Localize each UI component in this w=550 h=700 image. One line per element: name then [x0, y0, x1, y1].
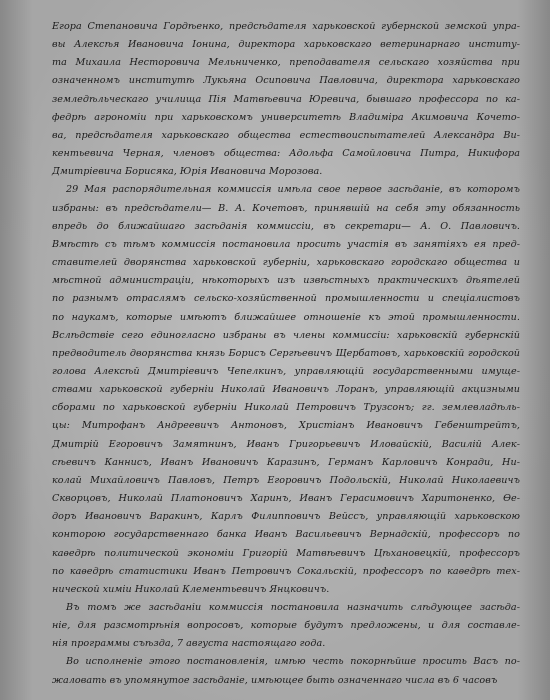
paragraph — [52, 18, 520, 181]
text-line: Вслѣдствіе сего единогласно избраны въ члены коммиссіи: харьковскій губернскій — [52, 329, 520, 341]
text-line: Дмитрій Егоровичъ Замятнинъ, Иванъ Григорьевичъ Иловайскій, Василій Алек- — [52, 438, 520, 450]
text-line: федрѣ агрономіи при харьковскомъ университетѣ Владиміра Акимовича Кочето- — [52, 111, 520, 123]
paragraph — [52, 653, 520, 689]
text-line: нической химіи Николай Клементьевичъ Янцковичъ. — [52, 583, 330, 595]
text-line: Вмѣстѣ съ тѣмъ коммиссія постановила просить участія въ занятіяхъ ея пред- — [52, 238, 520, 250]
paragraph — [52, 181, 520, 599]
text-line: жаловать въ упомянутое засѣданіе, имѣющее быть означеннаго числа въ 6 часовъ — [52, 674, 498, 686]
text-line: вы Алексѣя Ивановича Іонина, директора харьковскаго ветеринарнаго институ- — [52, 39, 520, 51]
text-line: ставителей дворянства харьковской губерніи, харьковскаго городскаго общества и — [52, 257, 520, 269]
text-line: по разнымъ отраслямъ сельско-хозяйственной промышленности и спеціалистовъ — [52, 293, 520, 305]
text-line: та Михаила Несторовича Мельниченко, преподавателя сельскаго хозяйства при — [52, 57, 520, 69]
text-line: земледѣльческаго училища Пія Матвѣевича Юревича, бывшаго профессора по ка- — [52, 93, 520, 105]
text-line: Въ томъ же засѣданіи коммиссія постановила назначить слѣдующее засѣда- — [66, 602, 520, 613]
text-line: означенномъ институтѣ Лукьяна Осиповича Павловича, директора харьковскаго — [52, 75, 520, 87]
text-line: по наукамъ, которые имѣютъ ближайшее отношеніе къ этой промышленности. — [52, 311, 520, 323]
text-line: Дмитріевича Борисяка, Юрія Ивановича Морозова. — [52, 166, 323, 178]
paragraph — [52, 599, 520, 653]
text-line: Скворцовъ, Николай Платоновичъ Харинъ, Иванъ Герасимовичъ Харитоненко, Ѳе- — [52, 493, 520, 505]
text-line: нія программы съѣзда, 7 августа настоящаго года. — [52, 638, 326, 650]
text-line: каѳедрѣ политической экономіи Григорій Матвѣевичъ Цѣхановецкій, профессоръ — [52, 547, 520, 559]
text-line: Егора Степановича Гордѣенко, предсѣдателя харьковской губернской земской упра- — [52, 21, 520, 32]
text-line: доръ Ивановичъ Варакинъ, Карлъ Филипповичъ Вейссъ, управляющій харьковскою — [52, 511, 520, 523]
text-line: по каѳедрѣ статистики Иванъ Петровичъ Сокальскій, профессоръ по каѳедрѣ тех- — [52, 565, 520, 577]
text-line: мѣстной администраціи, нѣкоторыхъ изъ извѣстныхъ практическихъ дѣятелей — [52, 275, 520, 287]
text-line: цы: Митрофанъ Андреевичъ Антоновъ, Христіанъ Ивановичъ Гебенштрейтъ, — [52, 420, 520, 432]
text-line: ніе, для разсмотрѣнія вопросовъ, которые будутъ предложены, и для составле- — [52, 620, 520, 632]
text-line: кентьевича Черная, членовъ общества: Адольфа Самойловича Питра, Никифора — [52, 148, 520, 160]
text-line: ва, предсѣдателя харьковскаго общества естествоиспытателей Александра Ви- — [52, 129, 520, 141]
text-line: впредь до ближайшаго засѣданія коммиссіи, въ секретари— А. О. Павловичъ. — [52, 220, 520, 232]
text-line: сборами по харьковской губерніи Николай Петровичъ Трузсонъ; гг. землевладѣль- — [52, 402, 520, 414]
text-line: конторою государственнаго банка Иванъ Васильевичъ Вернадскій, профессоръ по — [52, 529, 520, 541]
text-line: ствами харьковской губерніи Николай Ивановичъ Лоранъ, управляющій акцизными — [52, 384, 520, 396]
document-body — [52, 18, 520, 690]
text-line: Во исполненіе этого постановленія, имѣю честь покорнѣйше просить Васъ по- — [66, 656, 520, 668]
text-line: 29 Мая распорядительная коммиссія имѣла свое первое засѣданіе, въ которомъ — [66, 184, 520, 196]
text-line: голова Алексѣй Дмитріевичъ Чепелкинъ, управляющій государственными имуще- — [52, 365, 520, 377]
text-line: сѣевичъ Каннисъ, Иванъ Ивановичъ Каразинъ, Германъ Карловичъ Конради, Ни- — [52, 456, 520, 468]
text-line: предводитель дворянства князь Борисъ Сергѣевичъ Щербатовъ, харьковскій городской — [52, 347, 520, 359]
text-line: колай Михайловичъ Павловъ, Петръ Егоровичъ Подольскій, Николай Николаевичъ — [52, 474, 520, 486]
text-line: избраны: въ предсѣдатели— В. А. Кочетовъ, принявшій на себя эту обязанность — [52, 202, 520, 214]
